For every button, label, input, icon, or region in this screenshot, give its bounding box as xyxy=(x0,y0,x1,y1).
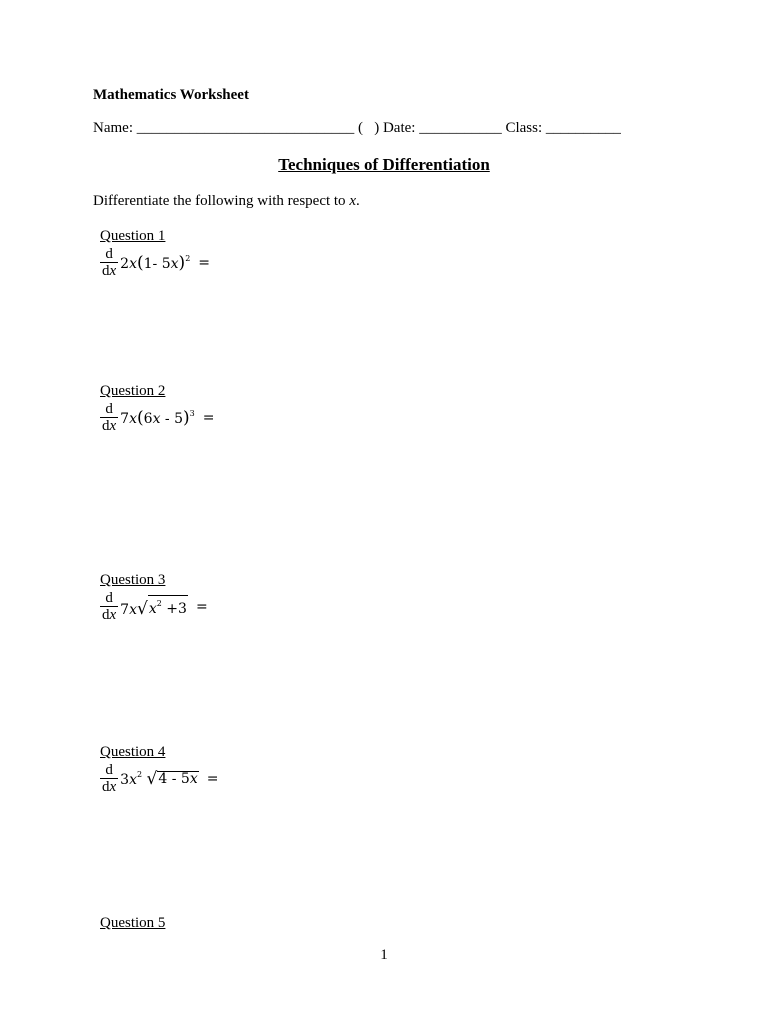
square-root-icon: √ 4 - 5x xyxy=(146,768,198,789)
equals-sign: = xyxy=(195,598,208,615)
derivative-operator: $\frac{d}{dx}$ xyxy=(102,246,117,279)
question-3-expression xyxy=(100,590,208,623)
expression-body: $3x^2$ √ 4 - 5x xyxy=(120,768,198,789)
question-5 xyxy=(100,915,165,932)
expression-body: 7x √ $x^2 +3$ xyxy=(120,595,188,618)
question-3 xyxy=(100,572,208,623)
instruction-variable: x xyxy=(349,193,356,209)
equals-sign: = xyxy=(202,409,215,426)
equals-sign: = xyxy=(198,254,211,271)
expression-body: 7x(6x - 5)$^3$ xyxy=(120,407,195,428)
question-2-expression xyxy=(100,401,214,434)
question-label: Question 1 xyxy=(100,228,166,244)
page-number: 1 xyxy=(380,947,388,963)
question-label: Question 2 xyxy=(100,383,166,399)
derivative-operator: $\frac{d}{dx}$ xyxy=(102,401,117,434)
question-4-expression xyxy=(100,762,218,795)
question-4 xyxy=(100,744,218,795)
question-label: Question 4 xyxy=(100,744,166,760)
page-title: Techniques of Differentiation xyxy=(278,155,490,174)
derivative-operator: $\frac{d}{dx}$ xyxy=(102,590,117,623)
equals-sign: = xyxy=(206,770,219,787)
question-label: Question 3 xyxy=(100,572,166,588)
worksheet-title: Mathematics Worksheet xyxy=(93,87,249,103)
question-2 xyxy=(100,383,214,434)
question-1-expression xyxy=(100,246,210,279)
question-label: Question 5 xyxy=(100,915,166,931)
question-1 xyxy=(100,228,210,279)
student-info-line: Name: _____________________________ ( ) Date: ___________ Class: __________ xyxy=(93,120,621,136)
derivative-operator: $\frac{d}{dx}$ xyxy=(102,762,117,795)
instruction-text: Differentiate the following with respect to x. xyxy=(93,193,360,209)
square-root-icon: √ $x^2 +3$ xyxy=(137,595,188,617)
expression-body: 2x(1- 5x)$^2$ xyxy=(120,252,191,273)
